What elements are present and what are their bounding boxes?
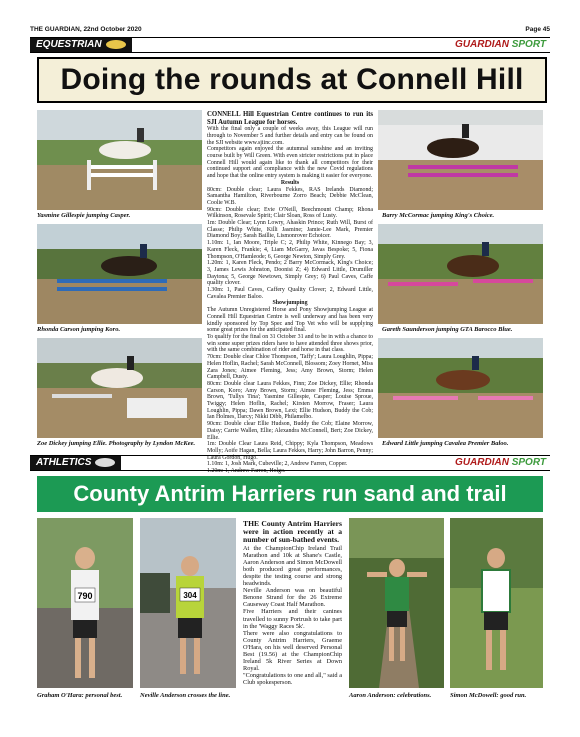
photo-yasmine-gillespie: [37, 110, 202, 210]
caption-4: Barry McCormac jumping King's Choice.: [382, 212, 495, 219]
article-equestrian: CONNELL Hill Equestrian Centre continues to run its SJI Autumn League for horses. With the final only a couple of weeks away, this League will run through to November 5 and further details and entry can be found on the SJI website www.sjiinc.com. Competitors again enjoyed the autumnal sunshine and an inviting course built by Will Green. With even stricter restrictions put in place Connell Hill would again like to thank all competitors for their continued support and compliance with the new Covid regulations and hope that the online entry system is making it easier for everyone. Results 80cm: Double clear; Laura Fekkes, RAS Irelands Diamond; Samantha Hamilton, Riverbourne Zorro Beach; Debbie McClean, Coolie W.B. 90cm: Double clear; Evie O'Neill, Beechmount Champ; Rhona Wilkinson, Rosevale Spirit; Clair Sloan, Ross of Lusty. 1m: Double Clear; Lynn Lowry, Ahaskin Prince; Ruth Will, Burst of Classe; Philip White, Killi Jasmine; Jamie-Lee Mark, Premier Diamond Boy; Sarah Baillie, Lismonrover Echoicer. 1.10m: 1, Ian Moore, Triple C; 2, Philip White, Kinnego Bay; 3, Karen Fleck, Frankie; 4, Liam McGarry, Javas Bespoke; 5, Fiona Thompson, O'Hamleode; 6, George Newton, Simply Grey. 1.20m: 1, Karen Fleck, Pendo; 2 Barry McCormack, King's Choice; 3, James Lewis Johnston, Doonisi Z; 4) Edward Little, Drumiller Daytona; 5, George Newtown, Simply Grey; 6) Paul Caves, Caffe quality clover. 1.30m: 1, Paul Caves, Caffery Quality Clover; 2, Edward Little, Cavalea Premier Baloo. Showjumping The Autumn Unregistered Horse and Pony Showjumping League at Connell Hill Equestrian Centre is well underway and has been very kindly sponsored by Top Spec and Top Vet who will be supplying some great prizes for the anticipated final. To qualify for the final on 31 October 31 and to be in with a chance to win some super prizes riders have to have attended three shows prior, with the same combination of rider and horse in that class. 70cm: Double clear Chloe Thompson, 'Taffy'; Laura Loughlin, Pippa; Helen Hoflin, Rachel; Sarah McConnell, Blossom; Zoey Hornet, Miss Zara Jones; Aimee Fleming, Jess; Amy Brown, Storm; Helen Campbell, Dusty. 80cm: Double clear Laura Fekkes, Finn; Zoe Dickey, Ellie; Rhonda Carson, Koro; Amy Brown, Storm; Aimee Fleming, Jess; Emma Brown, 'Tullys Tina'; Yasmine Gillespie, Casper; Louise Sproue, Twiggy; Helen Hoflin, Rachel; Kirsten Morrow, Fraser; Laura Loughlin, Pippa; Dawn Brown, Lexi; Ellie Hudson, Buddy the Cob; Ian Holmes, Darcy; Nikki Dibb, Philamelbo. 90cm: Double clear Ellie Hudson, Buddy the Cob; Elaine Morrow, Daisy; Carrie Wallen, Ellie; Alexandra McConnell, Bert; Zoe Dickey, Ellie. 1m: Double Clear Laura Reid, Chippy; Kyla Thompson, Meadows Molly; Aoife Hagan, Bella; Laura Fekkes, Harry; John Barron, Penny; Laura Gordon, Hugo. 1.10m: 1, Josh Mark, Cubeville; 2, Andrew Farren, Copper. 1.20m: 1, Andrew Farren, Holgo.: [207, 111, 373, 475]
photo-simon-mcdowell: [450, 518, 543, 688]
newspaper-date: THE GUARDIAN, 22nd October 2020: [30, 26, 142, 33]
caption-2: Rhonda Carson jumping Koro.: [37, 326, 121, 333]
photo-graham-ohara: [37, 518, 133, 688]
brand-logo: GUARDIAN SPORT: [455, 457, 546, 468]
article-athletics: THE County Antrim Harriers were in action recently at a number of sun-bathed events. At the ChampionChip Ireland Trail Marathon and 10k at Shane's Castle, Aaron Anderson and Simon McDowell both produced great performances, despite the testing course and strong headwinds. Neville Anderson was on beautiful Benone Strand for the 26 Extreme Causeway Coast Half Marathon. Five Harriers and their canines travelled to sunny Portrush to take part in the 'Waggy Races 5k'. There were also congratulations to County Antrim Harriers, Graeme O'Hara, on his well deserved Personal Best (19.56) at the ChampionChip Ireland 5k River Series at Down Royal. "Congratulations to one and all," said a Club spokesperson.: [243, 519, 342, 687]
photo-aaron-anderson: [349, 518, 444, 688]
section-label: EQUESTRIAN: [30, 38, 132, 52]
photo-neville-anderson: [140, 518, 236, 688]
brand-logo: GUARDIAN SPORT: [455, 39, 546, 50]
caption-athletics-4: Simon McDowell: good run.: [450, 692, 527, 699]
caption-5: Gareth Saunderson jumping GTA Barocco Blue.: [382, 326, 513, 333]
caption-1: Yasmine Gillespie jumping Casper.: [37, 212, 131, 219]
horseshoe-icon: [106, 40, 126, 49]
photo-barry-mccormac: [378, 110, 543, 210]
caption-3: Zoe Dickey jumping Ellie. Photography by Lyndon McKee.: [37, 440, 196, 447]
headline-athletics: County Antrim Harriers run sand and trail: [37, 476, 543, 512]
runner-icon: [95, 458, 115, 467]
page-number: Page 45: [525, 26, 550, 33]
athletics-section-band: [30, 455, 550, 471]
section-label: ATHLETICS: [30, 456, 121, 470]
photo-zoe-dickey: [37, 338, 202, 438]
photo-gareth-saunderson: [378, 224, 543, 324]
photo-rhonda-carson: [37, 224, 202, 324]
caption-athletics-1: Graham O'Hara: personal best.: [37, 692, 123, 699]
caption-athletics-3: Aaron Anderson: celebrations.: [349, 692, 432, 699]
photo-edward-little: [378, 338, 543, 438]
bib-number-1: 790: [77, 591, 93, 601]
bib-number-2: 304: [183, 591, 197, 600]
equestrian-section-band: [30, 37, 550, 53]
caption-6: Edward Little jumping Cavalea Premier Baloo.: [382, 440, 509, 447]
caption-athletics-2: Neville Anderson crosses the line.: [140, 692, 231, 699]
headline-equestrian: Doing the rounds at Connell Hill: [37, 57, 547, 103]
